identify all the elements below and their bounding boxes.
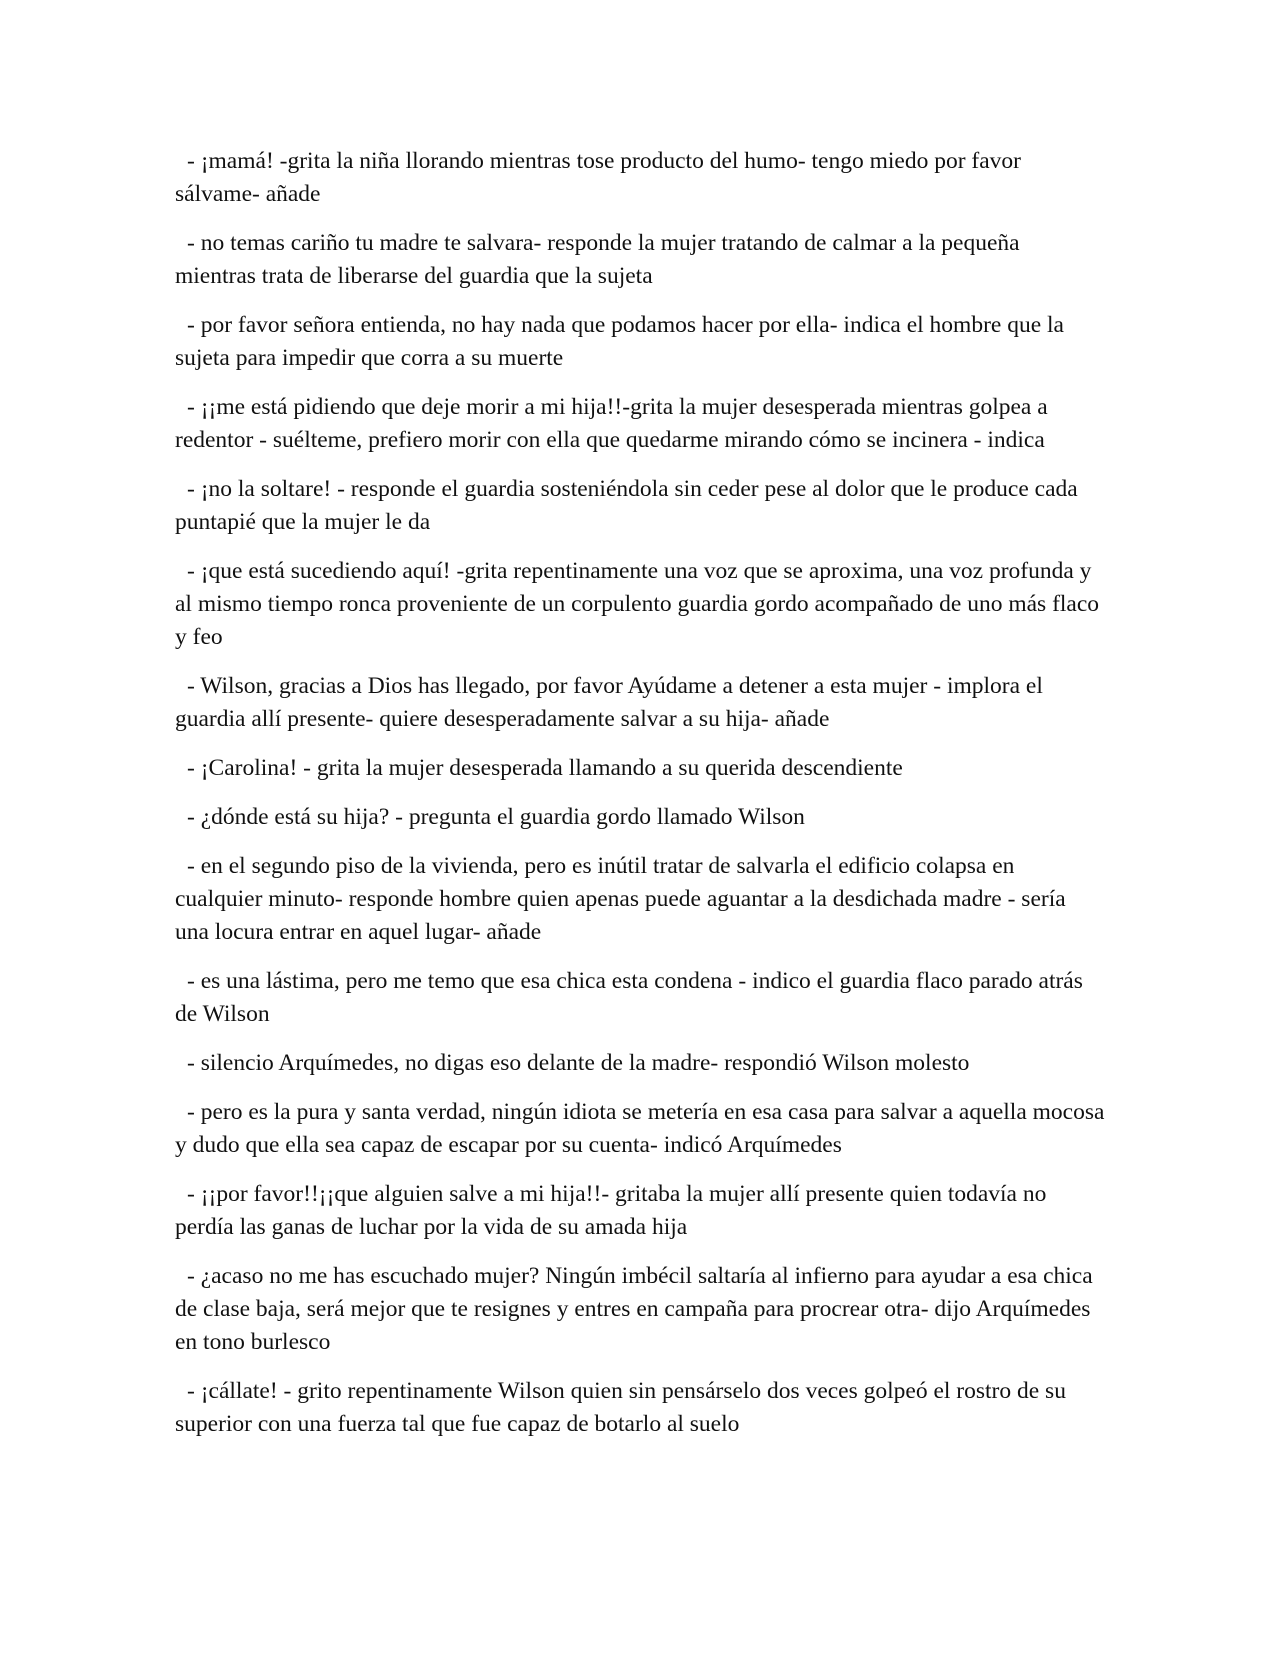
paragraph: - ¡no la soltare! - responde el guardia sosteniéndola sin ceder pese al dolor que le produce cada puntapié que la mujer le da: [175, 476, 1078, 535]
paragraph: - por favor señora entienda, no hay nada que podamos hacer por ella- indica el hombre que la sujeta para impedir que corra a su muerte: [175, 312, 1064, 371]
paragraph: - ¡que está sucediendo aquí! -grita repentinamente una voz que se aproxima, una voz profunda y al mismo tiempo ronca proveniente de un corpulento guardia gordo acompañado de uno más flaco y feo: [175, 558, 1100, 650]
paragraph: - ¡¡me está pidiendo que deje morir a mi hija!!-grita la mujer desesperada mientras golpea a redentor - suélteme, prefiero morir con ella que quedarme mirando cómo se incinera - indica: [175, 394, 1048, 453]
paragraph: - no temas cariño tu madre te salvara- responde la mujer tratando de calmar a la pequeña mientras trata de liberarse del guardia que la sujeta: [175, 230, 1020, 289]
paragraph: - ¿dónde está su hija? - pregunta el guardia gordo llamado Wilson: [187, 804, 805, 830]
paragraph: - ¡¡por favor!!¡¡que alguien salve a mi hija!!- gritaba la mujer allí presente quien todavía no perdía las ganas de luchar por la vida de su amada hija: [175, 1181, 1047, 1240]
paragraph: - silencio Arquímedes, no digas eso delante de la madre- respondió Wilson molesto: [187, 1050, 970, 1076]
paragraph: - pero es la pura y santa verdad, ningún idiota se metería en esa casa para salvar a aquella mocosa y dudo que ella sea capaz de escapar por su cuenta- indicó Arquímedes: [175, 1099, 1105, 1158]
paragraph: - ¡cállate! - grito repentinamente Wilson quien sin pensárselo dos veces golpeó el rostro de su superior con una fuerza tal que fue capaz de botarlo al suelo: [175, 1378, 1066, 1437]
document-page: [175, 145, 1105, 1457]
paragraph: - ¡Carolina! - grita la mujer desesperada llamando a su querida descendiente: [187, 755, 903, 781]
paragraph: - ¡mamá! -grita la niña llorando mientras tose producto del humo- tengo miedo por favor sálvame- añade: [175, 148, 1021, 207]
paragraph: - es una lástima, pero me temo que esa chica esta condena - indico el guardia flaco parado atrás de Wilson: [175, 968, 1083, 1027]
paragraph: - Wilson, gracias a Dios has llegado, por favor Ayúdame a detener a esta mujer - implora el guardia allí presente- quiere desesperadamente salvar a su hija- añade: [175, 673, 1043, 732]
paragraph: - ¿acaso no me has escuchado mujer? Ningún imbécil saltaría al infierno para ayudar a esa chica de clase baja, será mejor que te resignes y entres en campaña para procrear otra- dijo Arquímedes en tono burlesco: [175, 1263, 1093, 1355]
paragraph: - en el segundo piso de la vivienda, pero es inútil tratar de salvarla el edificio colapsa en cualquier minuto- responde hombre quien apenas puede aguantar a la desdichada madre - sería una locura entrar en aquel lugar- añade: [175, 853, 1066, 945]
